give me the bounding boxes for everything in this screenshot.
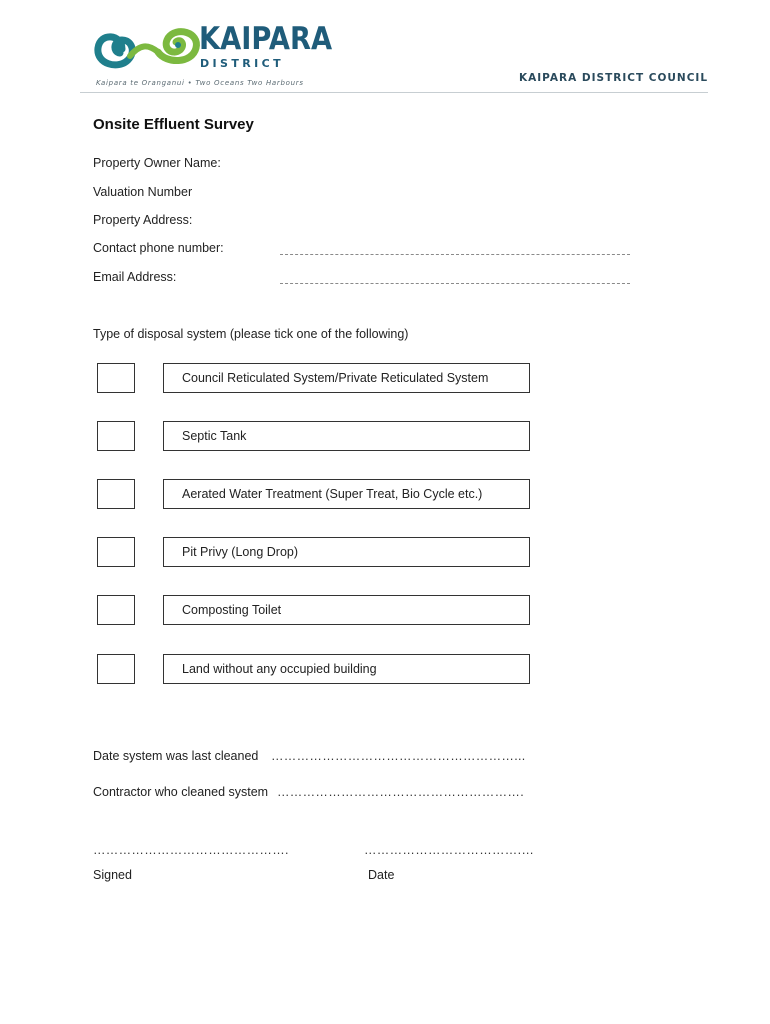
option-septic-tank: Septic Tank: [163, 421, 530, 451]
option-checkbox[interactable]: [97, 363, 135, 393]
option-checkbox[interactable]: [97, 479, 135, 509]
valuation-number-label: Valuation Number: [93, 185, 193, 199]
option-checkbox[interactable]: [97, 654, 135, 684]
disposal-prompt: Type of disposal system (please tick one of the following): [93, 327, 409, 341]
option-checkbox[interactable]: [97, 537, 135, 567]
council-name: KAIPARA DISTRICT COUNCIL: [519, 72, 709, 84]
header-divider: [80, 92, 708, 93]
email-address-label: Email Address:: [93, 270, 177, 284]
page-title: Onsite Effluent Survey: [93, 116, 254, 133]
contractor-label: Contractor who cleaned system: [93, 785, 269, 799]
signed-label: Signed: [93, 868, 132, 882]
last-cleaned-field[interactable]: …………………………………………………...: [271, 749, 526, 763]
signature-field[interactable]: ……………………………………….: [93, 843, 289, 857]
date-field[interactable]: ……………………………….…: [364, 843, 535, 857]
brand-subtitle: DISTRICT: [200, 57, 284, 70]
option-aerated-water: Aerated Water Treatment (Super Treat, Bio Cycle etc.): [163, 479, 530, 509]
email-address-field[interactable]: [280, 283, 630, 284]
contractor-field[interactable]: ………………………………………………….: [277, 785, 524, 799]
option-composting-toilet: Composting Toilet: [163, 595, 530, 625]
option-reticulated: Council Reticulated System/Private Reticulated System: [163, 363, 530, 393]
option-checkbox[interactable]: [97, 421, 135, 451]
kaipara-logo-icon: [92, 20, 207, 78]
date-label: Date: [368, 868, 395, 882]
option-pit-privy: Pit Privy (Long Drop): [163, 537, 530, 567]
contact-phone-label: Contact phone number:: [93, 241, 224, 255]
owner-name-label: Property Owner Name:: [93, 156, 221, 170]
tagline: Kaipara te Oranganui • Two Oceans Two Harbours: [96, 79, 304, 87]
option-land-no-building: Land without any occupied building: [163, 654, 530, 684]
option-checkbox[interactable]: [97, 595, 135, 625]
contact-phone-field[interactable]: [280, 254, 630, 255]
brand-name: KAIPARA: [199, 21, 333, 57]
property-address-label: Property Address:: [93, 213, 193, 227]
last-cleaned-label: Date system was last cleaned: [93, 749, 259, 763]
